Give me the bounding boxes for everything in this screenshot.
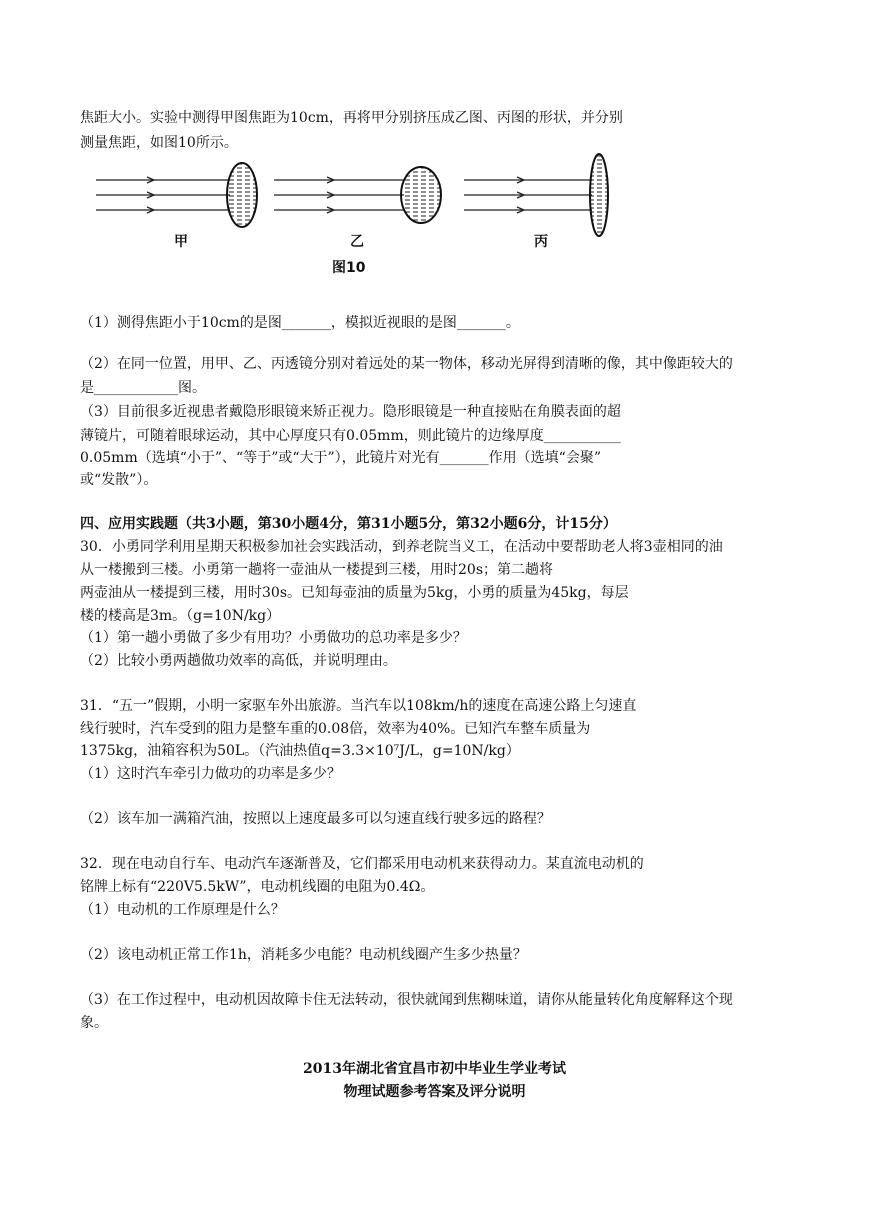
lens-yi: [274, 167, 441, 223]
q30-part1: （1）第一趟小勇做了多少有用功？小勇做功的总功率是多少？: [80, 630, 467, 646]
q32-part3-line1: （3）在工作过程中，电动机因故障卡住无法转动，很快就闻到焦糊味道，请你从能量转化角度解释这个现: [80, 992, 733, 1008]
q29-part3-line1: （3）目前很多近视患者戴隐形眼镜来矫正视力。隐形眼镜是一种直接贴在角膜表面的超: [80, 404, 621, 420]
q30-line3: 两壶油从一楼提到三楼，用时30s。已知每壶油的质量为5kg，小勇的质量为45kg，每层: [80, 585, 629, 601]
q30-line2: 从一楼搬到三楼。小勇第一趟将一壶油从一楼提到三楼，用时20s；第二趟将: [80, 562, 553, 578]
q32-line2: 铭牌上标有“220V5.5kW”，电动机线圈的电阻为0.4Ω。: [80, 879, 435, 895]
q31-line2: 线行驶时，汽车受到的阻力是整车重的0.08倍，效率为40%。已知汽车整车质量为: [80, 721, 591, 737]
q32-part3-line2: 象。: [80, 1015, 108, 1031]
intro-line-2: 测量焦距，如图10所示。: [80, 135, 238, 151]
label-bing: 丙: [534, 234, 548, 250]
label-yi: 乙: [350, 234, 364, 250]
intro-line-1: 焦距大小。实验中测得甲图焦距为10cm，再将甲分别挤压成乙图、丙图的形状，并分别: [80, 110, 623, 126]
q32-line1: 32．现在电动自行车、电动汽车逐渐普及，它们都采用电动机来获得动力。某直流电动机的: [80, 856, 644, 872]
figure-10-lenses: [92, 150, 612, 280]
q31-part2: （2）该车加一满箱汽油，按照以上速度最多可以匀速直线行驶多远的路程？: [80, 811, 551, 827]
answer-key-subtitle: 物理试题参考答案及评分说明: [343, 1084, 526, 1100]
q31-line1: 31．“五一”假期，小明一家驱车外出旅游。当汽车以108km/h的速度在高速公路上匀速直: [80, 698, 637, 714]
figure-caption: 图10: [332, 260, 366, 276]
section-4-heading: 四、应用实践题（共3小题，第30小题4分，第31小题5分，第32小题6分，计15分）: [80, 516, 617, 532]
q30-line4: 楼的楼高是3m。（g=10N/kg）: [80, 608, 281, 624]
q29-part3-line2: 薄镜片，可随着眼球运动，其中心厚度只有0.05mm，则此镜片的边缘厚度___________: [80, 428, 621, 444]
q32-part1: （1）电动机的工作原理是什么？: [80, 902, 285, 918]
q30-line1: 30．小勇同学利用星期天积极参加社会实践活动，到养老院当义工，在活动中要帮助老人将3壶相同的油: [80, 539, 723, 555]
q29-part2-line2: 是____________图。: [80, 380, 206, 396]
q31-part1: （1）这时汽车牵引力做功的功率是多少？: [80, 766, 341, 782]
q29-part2-line1: （2）在同一位置，用甲、乙、丙透镜分别对着远处的某一物体，移动光屏得到清晰的像，其中像距较大的: [80, 356, 733, 372]
label-jia: 甲: [174, 234, 188, 250]
q29-part3-line3: 0.05mm（选填“小于”、“等于”或“大于”），此镜片对光有_______作用（选填“会聚”: [80, 450, 601, 466]
lens-jia: [96, 163, 257, 227]
q29-part3-line4: 或“发散”）。: [80, 472, 158, 488]
lens-bing: [464, 154, 608, 236]
q31-line3: 1375kg，油箱容积为50L。（汽油热值q=3.3×10⁷J/L，g=10N/kg）: [80, 743, 520, 759]
answer-key-title: 2013年湖北省宜昌市初中毕业生学业考试: [303, 1061, 566, 1077]
q30-part2: （2）比较小勇两趟做功效率的高低，并说明理由。: [80, 653, 397, 669]
q32-part2: （2）该电动机正常工作1h，消耗多少电能？电动机线圈产生多少热量？: [80, 947, 527, 963]
q29-part1: （1）测得焦距小于10cm的是图_______，模拟近视眼的是图_______。: [80, 315, 520, 331]
